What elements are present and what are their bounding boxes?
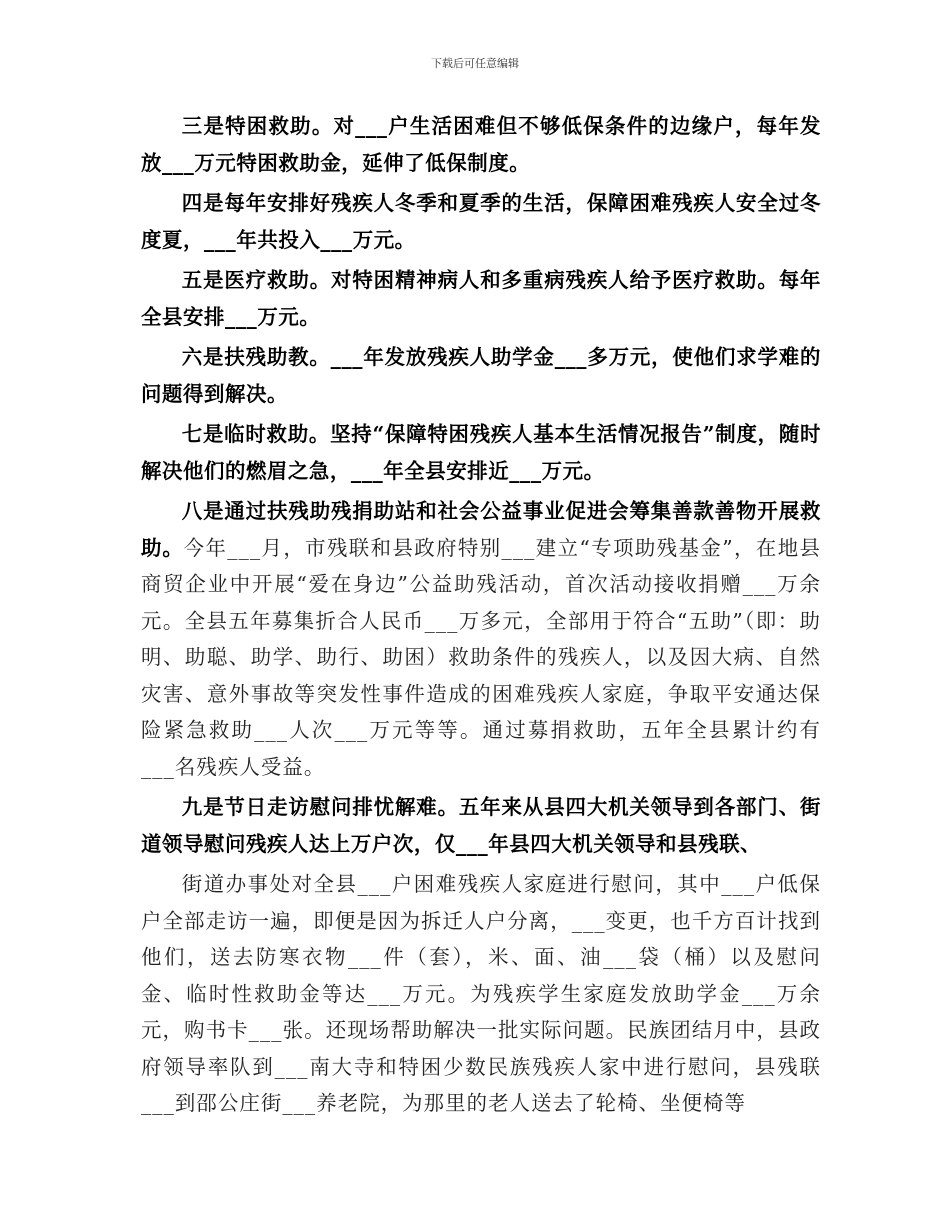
paragraph-donation-aid bbox=[141, 493, 821, 785]
donation-aid-detail: 今年___月，市残联和县政府特别___建立“专项助残基金”，在地县商贸企业中开展“爱在身边”公益助残活动，首次活动接收捐赠___万余元。全县五年募集折合人民币___万多元，全部用于符合“五助”（即：助明、助聪、助学、助行、助困）救助条件的残疾人，以及因大病、自然灾害、意外事故等突发性事件造成的困难残疾人家庭，争取平安通达保险紧急救助___人次___万元等等。通过募捐救助，五年全县累计约有___名残疾人受益。 bbox=[141, 535, 821, 779]
donation-aid-lead: 八是通过扶残助残捐助站和社会公益事业促进会筹集善款善物开展救助。 bbox=[141, 499, 821, 560]
paragraph-special-aid: 三是特困救助。对___户生活困难但不够低保条件的边缘户，每年发放___万元特困救助金，延伸了低保制度。 bbox=[141, 114, 821, 175]
paragraph-medical-aid: 五是医疗救助。对特困精神病人和多重病残疾人给予医疗救助。每年全县安排___万元。 bbox=[141, 268, 821, 329]
paragraph-education-aid: 六是扶残助教。___年发放残疾人助学金___多万元，使他们求学难的问题得到解决。 bbox=[141, 345, 821, 406]
paragraph-temporary-aid: 七是临时救助。坚持“保障特困残疾人基本生活情况报告”制度，随时解决他们的燃眉之急，___年全县安排近___万元。 bbox=[141, 422, 821, 483]
paragraph-visit-details: 街道办事处对全县___户困难残疾人家庭进行慰问，其中___户低保户全部走访一遍，即便是因为拆迁人户分离，___变更，也千方百计找到他们，送去防寒衣物___件（套），米、面、油___袋（桶）以及慰问金、临时性救助金等达___万元。为残疾学生家庭发放助学金___万余元，购书卡___张。还现场帮助解决一批实际问题。民族团结月中，县政府领导率队到___南大寺和特困少数民族残疾人家中进行慰问，县残联___到邵公庄街___养老院，为那里的老人送去了轮椅、坐便椅等 bbox=[141, 872, 821, 1115]
paragraph-seasonal-care: 四是每年安排好残疾人冬季和夏季的生活，保障困难残疾人安全过冬度夏，___年共投入___万元。 bbox=[141, 191, 821, 252]
paragraph-holiday-visits: 九是节日走访慰问排忧解难。五年来从县四大机关领导到各部门、街道领导慰问残疾人达上万户次，仅___年县四大机关领导和县残联、 bbox=[141, 795, 821, 856]
page-header-note: 下载后可任意编辑 bbox=[431, 57, 519, 70]
document-body bbox=[141, 108, 821, 1126]
